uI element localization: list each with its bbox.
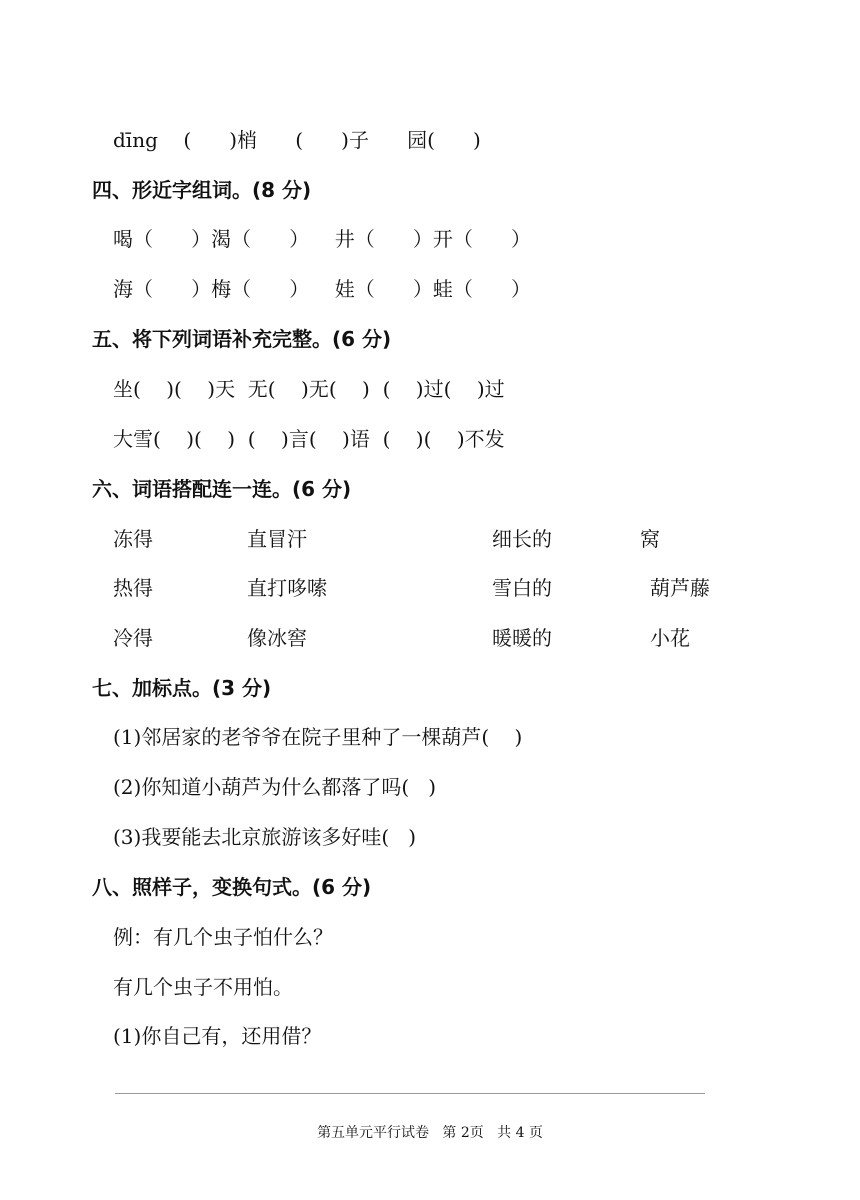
match-left-4: 细长的 <box>492 527 552 551</box>
section-8-item-1: (1)你自己有，还用借？ <box>113 1024 322 1048</box>
section-5-row-1: 坐( )( )天 无( )无( ) ( )过( )过 <box>113 377 505 401</box>
page-footer: 第五单元平行试卷 第 2页 共 4 页 <box>317 1125 543 1141</box>
match-left-1: 冻得 <box>113 527 153 551</box>
section-8-example-answer: 有几个虫子不用怕。 <box>113 975 293 999</box>
match-left-5: 雪白的 <box>492 576 552 600</box>
section-7-item-3: (3)我要能去北京旅游该多好哇( ) <box>113 825 417 849</box>
section-5-row-2: 大雪( )( ) ( )言( )语 ( )( )不发 <box>113 427 505 451</box>
match-left-2: 热得 <box>113 576 153 600</box>
match-right-3: 像冰窖 <box>247 626 307 650</box>
section-7-item-2: (2)你知道小葫芦为什么都落了吗( ) <box>113 775 437 799</box>
match-right-2: 直打哆嗦 <box>247 576 327 600</box>
section-7-heading: 七、加标点。(3 分) <box>92 676 272 700</box>
section-4-row-2: 海（ ）梅（ ） 娃（ ）蛙（ ） <box>113 277 532 301</box>
section-5-heading: 五、将下列词语补充完整。(6 分) <box>92 327 392 351</box>
match-left-6: 暖暖的 <box>492 626 552 650</box>
section-8-heading: 八、照样子，变换句式。(6 分) <box>92 875 372 899</box>
footer-divider <box>115 1093 705 1094</box>
section-4-row-1: 喝（ ）渴（ ） 井（ ）开（ ） <box>113 227 532 251</box>
section-4-heading: 四、形近字组词。(8 分) <box>92 178 312 202</box>
match-right-4: 窝 <box>640 527 660 551</box>
pinyin-fill-row: dīng ( )梢 ( )子 园( ) <box>113 128 481 152</box>
match-right-1: 直冒汗 <box>247 527 307 551</box>
section-8-example-question: 例：有几个虫子怕什么？ <box>113 925 333 949</box>
section-7-item-1: (1)邻居家的老爷爷在院子里种了一棵葫芦( ) <box>113 725 523 749</box>
match-left-3: 冷得 <box>113 626 153 650</box>
section-6-heading: 六、词语搭配连一连。(6 分) <box>92 477 352 501</box>
match-right-5: 葫芦藤 <box>650 576 710 600</box>
match-right-6: 小花 <box>650 626 690 650</box>
